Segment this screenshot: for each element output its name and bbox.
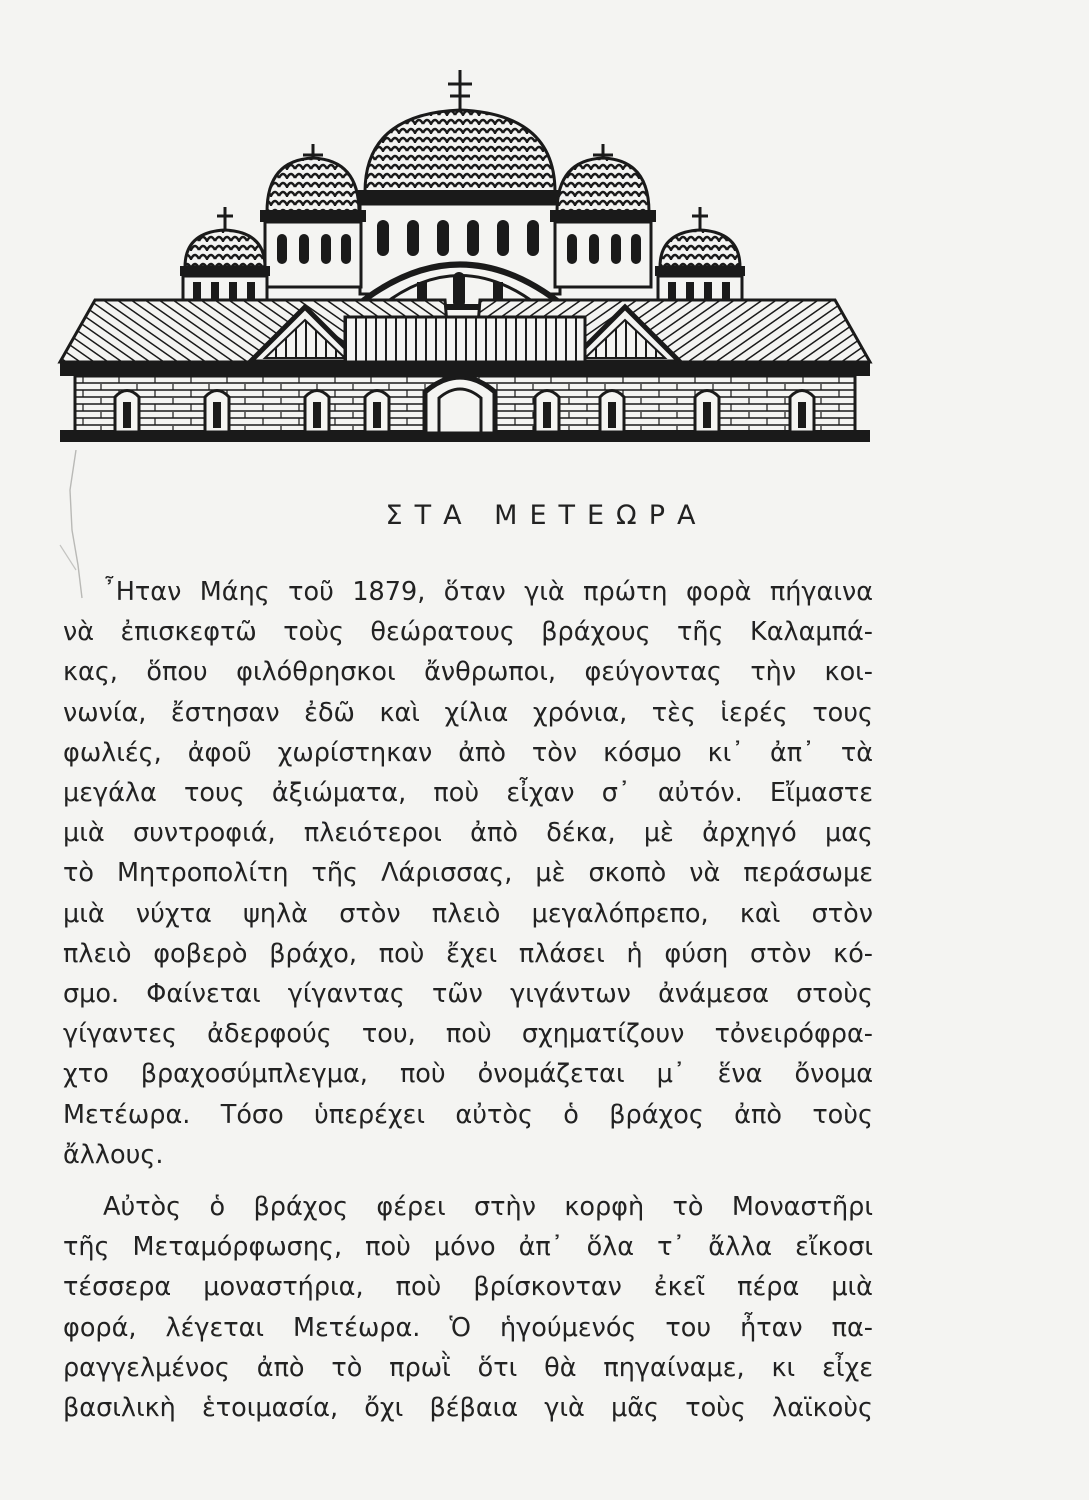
text-line: μιὰ συντροφιά, πλειότεροι ἀπὸ δέκα, μὲ ἀρχηγό μας [63,818,873,849]
text-line: ῏Ηταν Μάης τοῦ 1879, ὅταν γιὰ πρώτη φορὰ πήγαινα [103,577,873,607]
text-line: μιὰ νύχτα ψηλὰ στὸν πλειὸ μεγαλόπρεπο, καὶ στὸν [63,898,873,929]
byzantine-church-illustration [55,62,875,442]
text-line: μεγάλα τους ἀξιώματα, ποὺ εἶχαν σ᾿ αὐτόν. Εἴμαστε [63,778,873,809]
text-line: Μετέωρα. Τόσο ὑπερέχει αὐτὸς ὁ βράχος ἀπὸ τοὺς [63,1099,873,1130]
chapter-title: ΣΤΑ ΜΕΤΕΩΡΑ [385,500,708,531]
paragraph-1 [63,572,873,1175]
text-line: ραγγελμένος ἀπὸ τὸ πρωῒ ὅτι θὰ πηγαίναμε, κι εἶχε [63,1352,873,1383]
text-line: σμο. Φαίνεται γίγαντας τῶν γιγάντων ἀνάμεσα στοὺς [63,979,873,1010]
text-line: ἄλλους. [63,1139,164,1170]
text-line: τέσσερα μοναστήρια, ποὺ βρίσκονταν ἐκεῖ πέρα μιὰ [63,1272,873,1303]
body-text [63,572,873,1428]
paragraph-2 [63,1187,873,1428]
text-line: γίγαντες ἀδερφούς του, ποὺ σχηματίζουν τὀνειρόφρα- [63,1019,873,1050]
text-line: φορά, λέγεται Μετέωρα. Ὁ ἡγούμενός του ἦταν πα- [63,1312,873,1343]
text-line: τὸ Μητροπολίτη τῆς Λάρισσας, μὲ σκοπὸ νὰ περάσωμε [63,858,873,889]
text-line: βασιλικὴ ἑτοιμασία, ὄχι βέβαια γιὰ μᾶς τοὺς λαϊκοὺς [63,1393,873,1424]
text-line: νὰ ἐπισκεφτῶ τοὺς θεώρατους βράχους τῆς Καλαμπά- [63,617,873,648]
text-line: νωνία, ἔστησαν ἐδῶ καὶ χίλια χρόνια, τὲς ἱερές τους [63,697,873,728]
text-line: πλειὸ φοβερὸ βράχο, ποὺ ἔχει πλάσει ἡ φύση στὸν κό- [63,938,873,969]
text-line: φωλιές, ἀφοῦ χωρίστηκαν ἀπὸ τὸν κόσμο κι᾿ ἀπ᾿ τὰ [63,737,873,768]
text-line: χτο βραχοσύμπλεγμα, ποὺ ὀνομάζεται μ᾿ ἕνα ὄνομα [63,1059,873,1090]
text-line: τῆς Μεταμόρφωσης, ποὺ μόνο ἀπ᾿ ὅλα τ᾿ ἄλλα εἴκοσι [63,1232,873,1263]
text-line: κας, ὅπου φιλόθρησκοι ἄνθρωποι, φεύγοντας τὴν κοι- [63,657,873,688]
text-line: Αὐτὸς ὁ βράχος φέρει στὴν κορφὴ τὸ Μοναστῆρι [103,1192,873,1223]
